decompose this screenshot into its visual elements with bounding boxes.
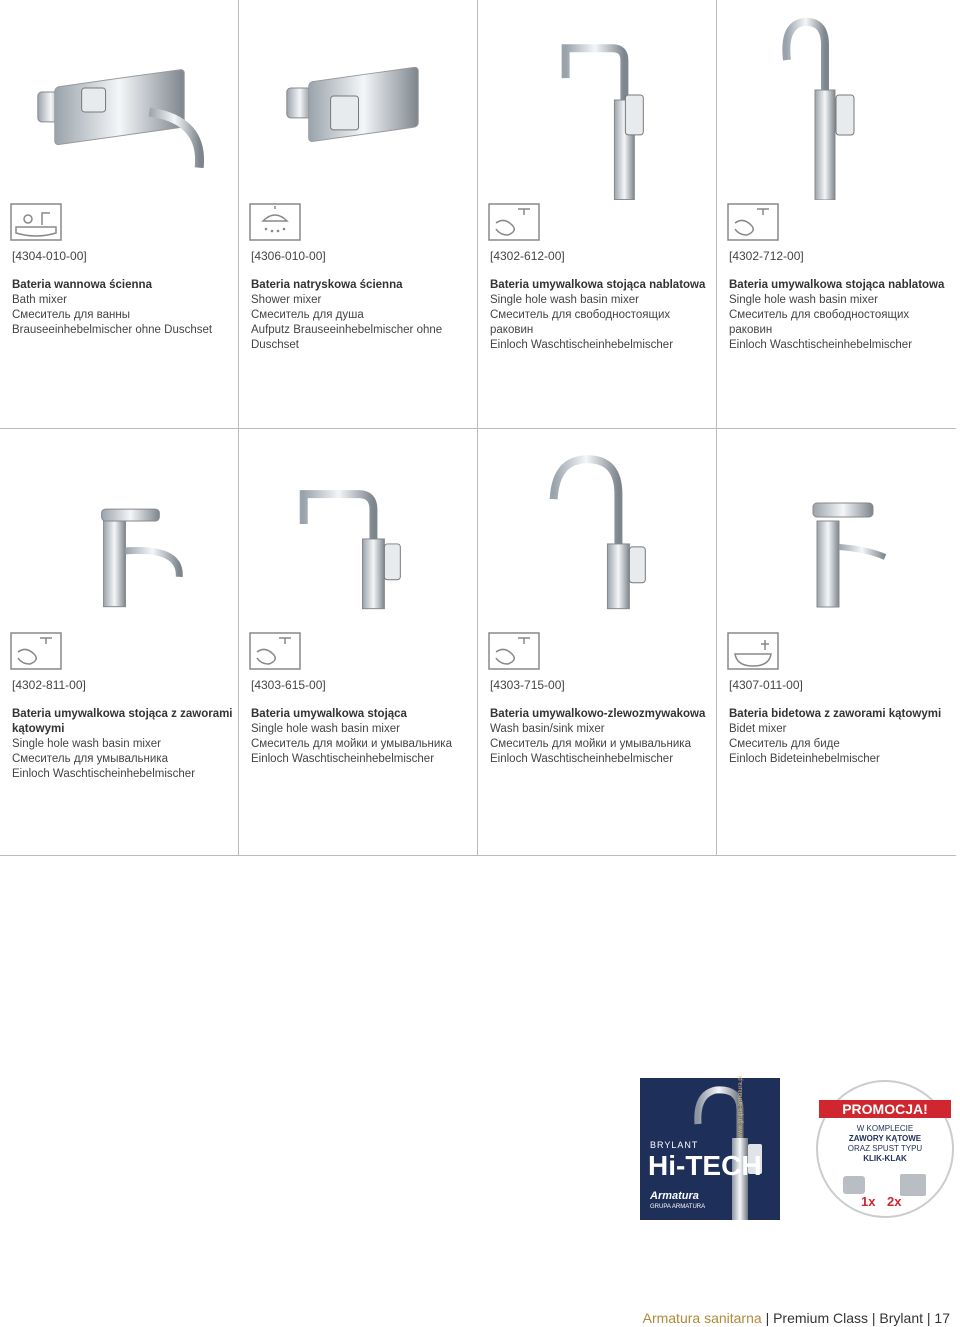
- badge-qty-2: 2x: [887, 1194, 902, 1209]
- name-ru: Смеситель для свободностоящих раковин: [729, 309, 910, 336]
- name-de: Einloch Bideteinhebelmischer: [729, 753, 880, 765]
- product-card: [717, 0, 956, 428]
- name-de: Einloch Waschtischeinhebelmischer: [251, 753, 435, 765]
- name-de: Einloch Waschtischeinhebelmischer: [12, 768, 196, 780]
- product-row-2: [0, 428, 956, 856]
- name-de: Einloch Waschtischeinhebelmischer: [490, 753, 674, 765]
- product-description: [490, 278, 712, 353]
- poster-series: BRYLANT: [650, 1140, 699, 1150]
- badge-title: PROMOCJA!: [842, 1101, 928, 1117]
- name-de: Einloch Waschtischeinhebelmischer: [490, 339, 674, 351]
- product-code: [4307-011-00]: [729, 678, 803, 692]
- name-pl: Bateria natryskowa ścienna: [251, 279, 403, 291]
- name-de: Aufputz Brauseeinhebelmischer ohne Duschset: [251, 324, 443, 351]
- name-ru: Смеситель для ванны: [12, 309, 131, 321]
- product-description: [12, 707, 234, 782]
- badge-qty-1: 1x: [861, 1194, 876, 1209]
- bidet-mixer-photo: [717, 429, 956, 629]
- name-pl: Bateria umywalkowo-zlewozmywakowa: [490, 708, 706, 720]
- name-de: Einloch Waschtischeinhebelmischer: [729, 339, 913, 351]
- product-code: [4303-715-00]: [490, 678, 565, 692]
- hand-wash-icon: [249, 632, 301, 670]
- poster-brand: Armatura: [650, 1190, 699, 1202]
- product-card: [239, 0, 478, 428]
- footer-brand: Armatura sanitarna: [642, 1310, 762, 1326]
- name-de: Brauseeinhebelmischer ohne Duschset: [12, 324, 213, 336]
- basin-mixer-photo: [0, 429, 238, 629]
- product-code: [4302-612-00]: [490, 249, 565, 263]
- product-code: [4304-010-00]: [12, 249, 87, 263]
- name-en: Single hole wash basin mixer: [12, 738, 161, 750]
- badge-line-4: KLIK-KLAK: [863, 1154, 907, 1163]
- name-en: Wash basin/sink mixer: [490, 723, 605, 735]
- name-ru: Смеситель для свободностоящих раковин: [490, 309, 671, 336]
- name-en: Single hole wash basin mixer: [490, 294, 639, 306]
- product-card: [478, 429, 717, 855]
- bath-icon: [10, 203, 62, 241]
- footer-separator: |: [926, 1310, 931, 1326]
- page-number: 17: [934, 1310, 950, 1326]
- product-description: [490, 707, 712, 767]
- product-code: [4302-811-00]: [12, 678, 86, 692]
- name-pl: Bateria umywalkowa stojąca nablatowa: [490, 279, 706, 291]
- hand-wash-icon: [488, 632, 540, 670]
- name-pl: Bateria umywalkowa stojąca z zaworami kątowymi: [12, 708, 233, 735]
- badge-line-2: ZAWORY KĄTOWE: [848, 1134, 922, 1143]
- badge-line-3: ORAZ SPUST TYPU: [847, 1144, 923, 1153]
- shower-icon: [249, 203, 301, 241]
- name-pl: Bateria umywalkowa stojąca: [251, 708, 407, 720]
- product-description: [251, 707, 473, 767]
- poster-group: GRUPA ARMATURA: [650, 1204, 706, 1210]
- badge-line-1: W KOMPLECIE: [856, 1124, 914, 1133]
- name-en: Shower mixer: [251, 294, 322, 306]
- footer-separator: |: [871, 1310, 876, 1326]
- hi-tech-promo-poster: [640, 1075, 780, 1220]
- footer-separator: |: [765, 1310, 770, 1326]
- hand-wash-icon: [10, 632, 62, 670]
- page-footer: [643, 1310, 950, 1326]
- product-description: [729, 278, 951, 353]
- footer-series: Brylant: [879, 1310, 923, 1326]
- product-description: [12, 278, 234, 338]
- tall-basin-mixer-photo: [478, 0, 716, 200]
- bath-mixer-photo: [0, 0, 238, 200]
- name-en: Bath mixer: [12, 294, 67, 306]
- promotion-badge: [815, 1078, 955, 1220]
- product-row-1: [0, 0, 956, 428]
- product-code: [4303-615-00]: [251, 678, 326, 692]
- hand-wash-icon: [488, 203, 540, 241]
- name-ru: Смеситель для умывальника: [12, 753, 168, 765]
- product-card: [0, 0, 239, 428]
- poster-title: Hi-TECH: [648, 1150, 762, 1181]
- product-card: [0, 429, 239, 855]
- name-ru: Смеситель для душа: [251, 309, 364, 321]
- hand-wash-icon: [727, 203, 779, 241]
- basin-mixer-photo: [239, 429, 477, 629]
- product-card: [478, 0, 717, 428]
- name-ru: Смеситель для биде: [729, 738, 840, 750]
- tall-curved-basin-mixer-photo: [717, 0, 956, 200]
- bidet-icon: [727, 632, 779, 670]
- poster-url: www.grupa-armatura.pl: [738, 1075, 744, 1138]
- name-ru: Смеситель для мойки и умывальника: [490, 738, 691, 750]
- name-pl: Bateria bidetowa z zaworami kątowymi: [729, 708, 942, 720]
- footer-class: Premium Class: [773, 1310, 868, 1326]
- name-pl: Bateria umywalkowa stojąca nablatowa: [729, 279, 945, 291]
- product-description: [729, 707, 951, 767]
- name-en: Single hole wash basin mixer: [729, 294, 878, 306]
- product-card: [239, 429, 478, 855]
- shower-mixer-photo: [239, 0, 477, 200]
- name-en: Single hole wash basin mixer: [251, 723, 400, 735]
- product-card: [717, 429, 956, 855]
- name-pl: Bateria wannowa ścienna: [12, 279, 152, 291]
- name-en: Bidet mixer: [729, 723, 787, 735]
- product-code: [4306-010-00]: [251, 249, 326, 263]
- sink-mixer-photo: [478, 429, 716, 629]
- product-description: [251, 278, 473, 353]
- product-code: [4302-712-00]: [729, 249, 804, 263]
- name-ru: Смеситель для мойки и умывальника: [251, 738, 452, 750]
